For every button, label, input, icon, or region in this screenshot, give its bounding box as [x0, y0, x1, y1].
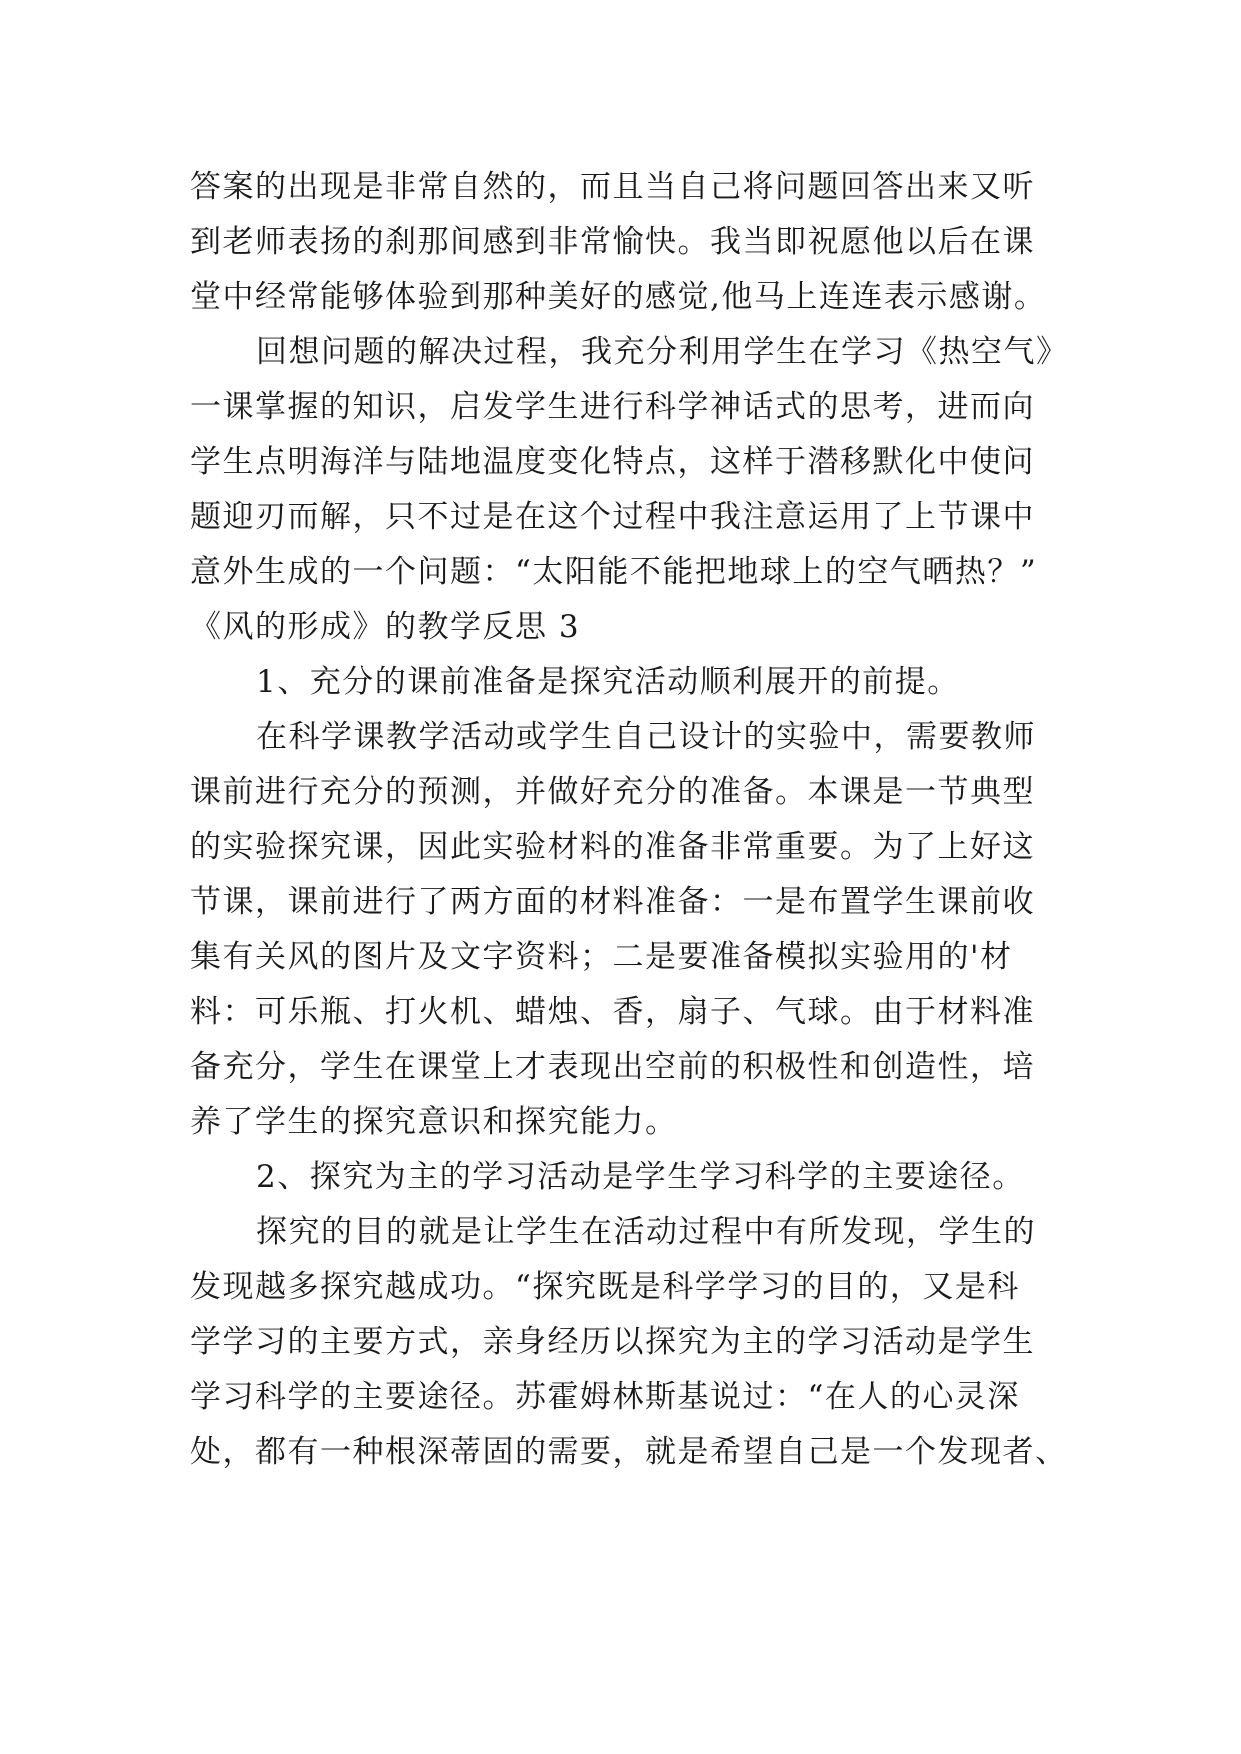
text-line: 课前进行充分的预测，并做好充分的准备。本课是一节典型: [190, 774, 1035, 810]
paragraph-start-line: 回想问题的解决过程，我充分利用学生在学习《热空气》: [256, 334, 1069, 370]
paragraph-start-line: 探究的目的就是让学生在活动过程中有所发现，学生的: [256, 1214, 1036, 1250]
text-line: 学学习的主要方式，亲身经历以探究为主的学习活动是学生: [190, 1324, 1035, 1360]
numbered-point-1: 1、充分的课前准备是探究活动顺利展开的前提。: [256, 664, 960, 700]
text-line: 学习科学的主要途径。苏霍姆林斯基说过：“在人的心灵深: [190, 1379, 1020, 1415]
text-line: 答案的出现是非常自然的，而且当自己将问题回答出来又听: [190, 169, 1035, 205]
section-heading: 《风的形成》的教学反思 3: [190, 609, 581, 645]
text-line: 题迎刃而解，只不过是在这个过程中我注意运用了上节课中: [190, 499, 1035, 535]
text-line: 发现越多探究越成功。“探究既是科学学习的目的，又是科: [190, 1269, 1020, 1305]
text-line: 集有关风的图片及文字资料；二是要准备模拟实验用的'材: [190, 939, 1013, 975]
text-line: 到老师表扬的刹那间感到非常愉快。我当即祝愿他以后在课: [190, 224, 1035, 260]
text-line: 一课掌握的知识，启发学生进行科学神话式的思考，进而向: [190, 389, 1035, 425]
text-line: 料：可乐瓶、打火机、蜡烛、香，扇子、气球。由于材料准: [190, 994, 1035, 1030]
text-line: 学生点明海洋与陆地温度变化特点，这样于潜移默化中使问: [190, 444, 1035, 480]
text-line: 意外生成的一个问题：“太阳能不能把地球上的空气晒热？”: [190, 554, 1038, 590]
text-line: 养了学生的探究意识和探究能力。: [190, 1104, 678, 1140]
text-line: 备充分，学生在课堂上才表现出空前的积极性和创造性，培: [190, 1049, 1035, 1085]
paragraph-start-line: 在科学课教学活动或学生自己设计的实验中，需要教师: [256, 719, 1036, 755]
text-line: 的实验探究课，因此实验材料的准备非常重要。为了上好这: [190, 829, 1035, 865]
text-line: 节课，课前进行了两方面的材料准备：一是布置学生课前收: [190, 884, 1035, 920]
document-body: [190, 160, 1070, 1480]
text-line: 处，都有一种根深蒂固的需要，就是希望自己是一个发现者、: [190, 1434, 1068, 1470]
text-line: 堂中经常能够体验到那种美好的感觉,他马上连连表示感谢。: [190, 279, 1047, 315]
numbered-point-2: 2、探究为主的学习活动是学生学习科学的主要途径。: [256, 1159, 1025, 1195]
